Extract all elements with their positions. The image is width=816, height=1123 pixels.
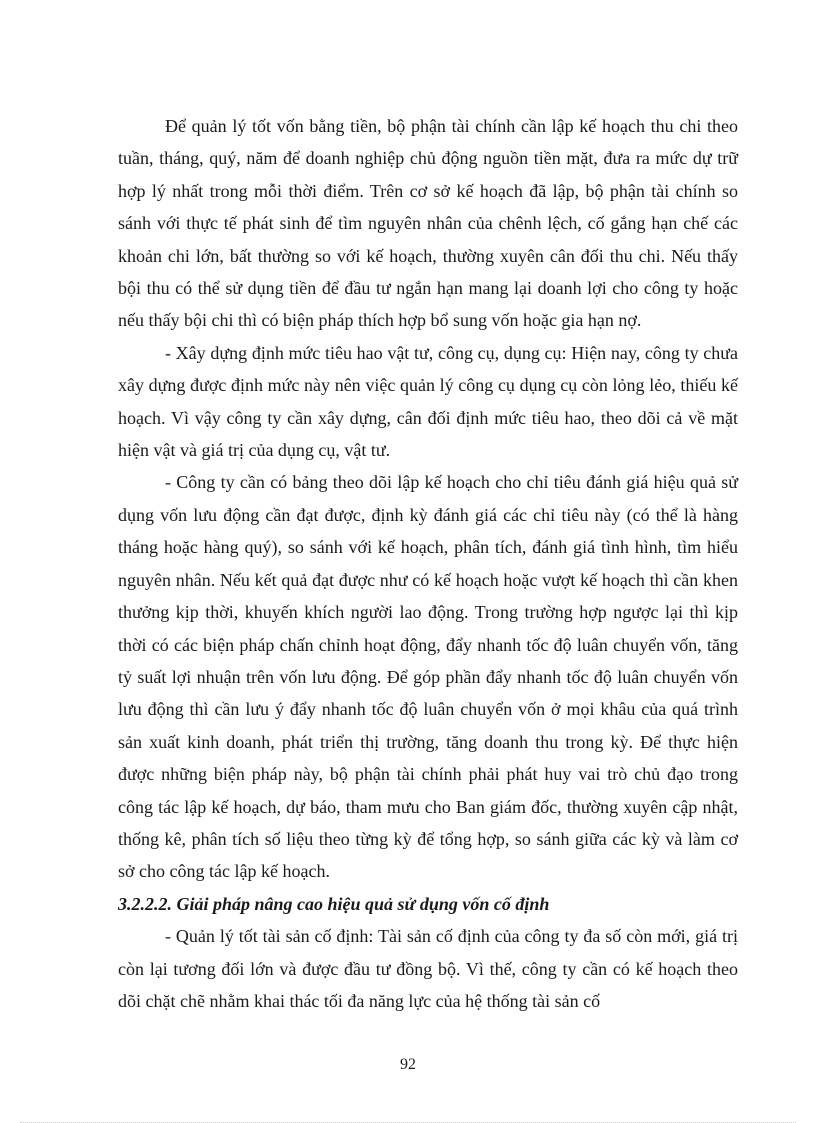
paragraph-working-capital-tracking: - Công ty cần có bảng theo dõi lập kế hoạch cho chỉ tiêu đánh giá hiệu quả sử dụng vốn lưu động cần đạt được, định kỳ đánh giá các chỉ tiêu này (có thể là hàng tháng hoặc hàng quý), so sánh với kế hoạch, phân tích, đánh giá tình hình, tìm hiểu nguyên nhân. Nếu kết quả đạt được như có kế hoạch hoặc vượt kế hoạch thì cần khen thưởng kịp thời, khuyến khích người lao động. Trong trường hợp ngược lại thì kịp thời có các biện pháp chấn chỉnh hoạt động, đẩy nhanh tốc độ luân chuyển vốn, tăng tỷ suất lợi nhuận trên vốn lưu động. Để góp phần đẩy nhanh tốc độ luân chuyển vốn lưu động thì cần lưu ý đẩy nhanh tốc độ luân chuyển vốn ở mọi khâu của quá trình sản xuất kinh doanh, phát triển thị trường, tăng doanh thu trong kỳ. Để thực hiện được những biện pháp này, bộ phận tài chính phải phát huy vai trò chủ đạo trong công tác lập kế hoạch, dự báo, tham mưu cho Ban giám đốc, thường xuyên cập nhật, thống kê, phân tích số liệu theo từng kỳ để tổng hợp, so sánh giữa các kỳ và làm cơ sở cho công tác lập kế hoạch. [118,472,738,882]
paragraph-material-norms: - Xây dựng định mức tiêu hao vật tư, công cụ, dụng cụ: Hiện nay, công ty chưa xây dựng được định mức này nên việc quản lý công cụ dụng cụ còn lỏng lẻo, thiếu kế hoạch. Vì vậy công ty cần xây dựng, cân đối định mức tiêu hao, theo dõi cả về mặt hiện vật và giá trị của dụng cụ, vật tư. [118,342,738,461]
document-body [118,110,738,1017]
paragraph-fixed-assets: - Quản lý tốt tài sản cố định: Tài sản cố định của công ty đa số còn mới, giá trị còn lại tương đối lớn và được đầu tư đồng bộ. Vì thế, công ty cần có kế hoạch theo dõi chặt chẽ nhằm khai thác tối đa năng lực của hệ thống tài sản cố [118,926,738,1011]
page-number: 92 [400,1056,416,1073]
paragraph-cash-management: Để quản lý tốt vốn bằng tiền, bộ phận tài chính cần lập kế hoạch thu chi theo tuần, tháng, quý, năm để doanh nghiệp chủ động nguồn tiền mặt, đưa ra mức dự trữ hợp lý nhất trong mỗi thời điểm. Trên cơ sở kế hoạch đã lập, bộ phận tài chính so sánh với thực tế phát sinh để tìm nguyên nhân của chênh lệch, cố gắng hạn chế các khoản chi lớn, bất thường so với kế hoạch, thường xuyên cân đối thu chi. Nếu thấy bội thu có thể sử dụng tiền để đầu tư ngắn hạn mang lại doanh lợi cho công ty hoặc nếu thấy bội chi thì có biện pháp thích hợp bổ sung vốn hoặc gia hạn nợ. [118,116,738,331]
section-heading: 3.2.2.2. Giải pháp nâng cao hiệu quả sử dụng vốn cố định [118,893,550,914]
